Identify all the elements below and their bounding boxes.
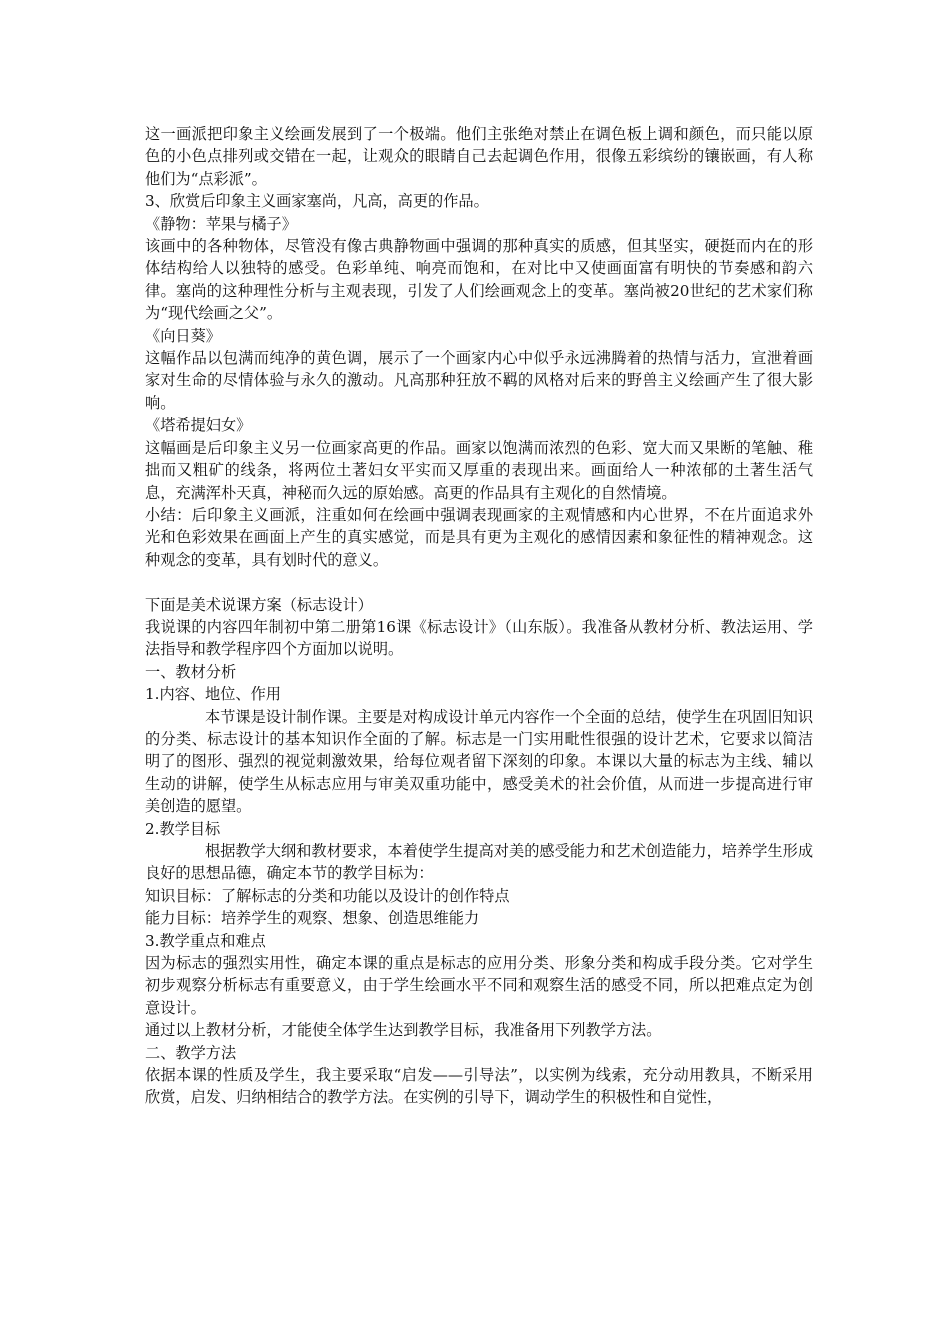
paragraph-summary: 小结：后印象主义画派，注重如何在绘画中强调表现画家的主观情感和内心世界，不在片面追求外光和色彩效果在画面上产生的真实感觉，而是具有更为主观化的感情因素和象征性的精神观念。这种观念的变革，具有划时代的意义。 — [145, 505, 813, 569]
paragraph-methods: 依据本课的性质及学生，我主要采取“启发——引导法”，以实例为线索，充分动用教具，不断采用欣赏，启发、归纳相结合的教学方法。在实例的引导下，调动学生的积极性和自觉性， — [145, 1066, 813, 1107]
subheading-key-points: 3.教学重点和难点 — [145, 931, 266, 950]
subheading-goals: 2.教学目标 — [145, 819, 221, 838]
paragraph-van-gogh: 这幅作品以包满而纯净的黄色调，展示了一个画家内心中似乎永远沸腾着的热情与活力，宣泄着画家对生命的尽情体验与永久的激动。凡高那种狂放不羁的风格对后来的野兽主义绘画产生了很大影响。 — [145, 349, 813, 412]
document-page — [145, 123, 813, 1109]
paragraph-item-3: 3、欣赏后印象主义画家塞尚，凡高，高更的作品。 — [145, 192, 489, 211]
paragraph-key-points: 因为标志的强烈实用性，确定本课的重点是标志的应用分类、形象分类和构成手段分类。它对学生初步观察分析标志有重要意义，由于学生绘画水平不同和观察生活的感受不同，所以把难点定为创意设计。 — [145, 954, 813, 1017]
artwork-title-sunflowers: 《向日葵》 — [145, 326, 221, 345]
paragraph-pointillism: 这一画派把印象主义绘画发展到了一个极端。他们主张绝对禁止在调色板上调和颜色，而只能以原色的小色点排列或交错在一起，让观众的眼睛自己去起调色作用，很像五彩缤纷的镶嵌画，有人称他们为“点彩派”。 — [145, 125, 813, 188]
paragraph-cezanne: 该画中的各种物体，尽管没有像古典静物画中强调的那种真实的质感，但其坚实，硬挺而内在的形体结构给人以独特的感受。色彩单纯、响亮而饱和，在对比中又使画面富有明快的节奏感和韵六律。塞尚的这种理性分析与主观表现，引发了人们绘画观念上的变革。塞尚被20世纪的艺术家们称为“现代绘画之父”。 — [145, 237, 813, 323]
paragraph-knowledge-goal: 知识目标：了解标志的分类和功能以及设计的创作特点 — [145, 886, 510, 905]
paragraph-intro: 我说课的内容四年制初中第二册第16课《标志设计》（山东版）。我准备从教材分析、教法运用、学法指导和教学程序四个方面加以说明。 — [145, 617, 813, 659]
paragraph-ability-goal: 能力目标：培养学生的观察、想象、创造思维能力 — [145, 909, 480, 928]
artwork-title-still-life: 《静物：苹果与橘子》 — [145, 214, 297, 233]
paragraph-goals: 根据教学大纲和教材要求，本着使学生提高对美的感受能力和艺术创造能力，培养学生形成良好的思想品德，确定本节的教学目标为： — [145, 841, 813, 883]
heading-textbook-analysis: 一、教材分析 — [145, 662, 237, 681]
heading-teaching-methods: 二、教学方法 — [145, 1043, 237, 1062]
artwork-title-tahitian-women: 《塔希提妇女》 — [145, 416, 252, 435]
paragraph-transition: 通过以上教材分析，才能使全体学生达到教学目标，我准备用下列教学方法。 — [145, 1021, 662, 1040]
paragraph-content: 本节课是设计制作课。主要是对构成设计单元内容作一个全面的总结，使学生在巩固旧知识的分类、标志设计的基本知识作全面的了解。标志是一门实用毗性很强的设计艺术，它要求以简洁明了的图形、强烈的视觉刺激效果，给每位观者留下深刻的印象。本课以大量的标志为主线、辅以生动的讲解，使学生从标志应用与审美双重功能中，感受美术的社会价值，从而进一步提高进行审美创造的愿望。 — [145, 707, 813, 816]
paragraph-spacer — [145, 571, 813, 593]
section-title-lesson-plan: 下面是美术说课方案（标志设计） — [145, 595, 373, 614]
subheading-content: 1.内容、地位、作用 — [145, 685, 281, 704]
paragraph-gauguin: 这幅画是后印象主义另一位画家高更的作品。画家以饱满而浓烈的色彩、宽大而又果断的笔触、稚拙而又粗矿的线条，将两位土著妇女平实而又厚重的表现出来。画面给人一种浓郁的土著生活气息，充满浑朴天真，神秘而久远的原始感。高更的作品具有主观化的自然情境。 — [145, 438, 813, 502]
